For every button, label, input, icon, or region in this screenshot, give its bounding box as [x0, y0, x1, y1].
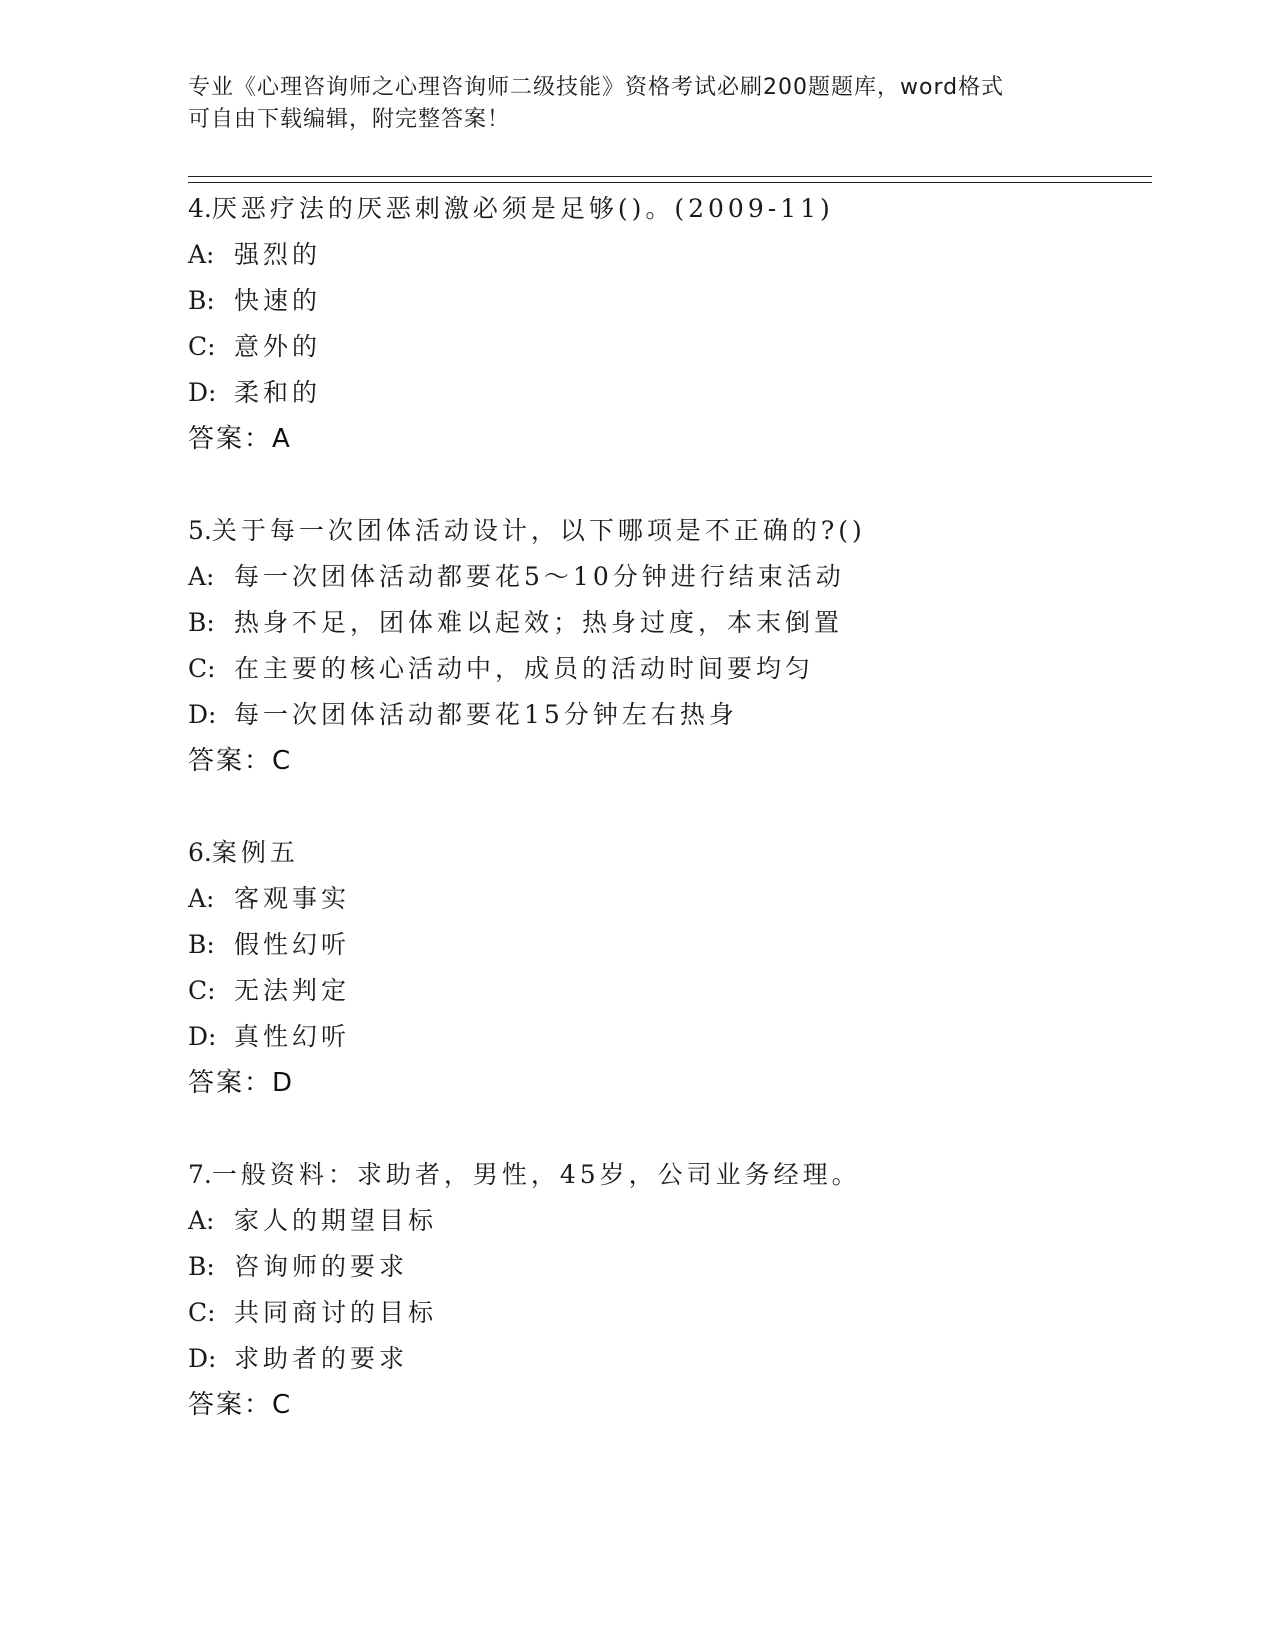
question-number: 5.: [188, 516, 212, 545]
option-b: [188, 600, 1152, 646]
question-text: 关于每一次团体活动设计，以下哪项是不正确的?(): [211, 516, 866, 545]
option-d: [188, 1336, 1152, 1382]
option-letter: B:: [188, 1252, 215, 1281]
option-c: [188, 1290, 1152, 1336]
option-letter: A:: [188, 1206, 215, 1235]
question-stem: [188, 508, 1152, 554]
question-4: [188, 186, 1152, 462]
answer-line: 答案：C: [188, 1390, 293, 1420]
option-letter: A:: [188, 240, 215, 269]
option-letter: C:: [188, 654, 216, 683]
option-letter: D:: [188, 1344, 217, 1373]
option-text: 柔和的: [234, 378, 322, 407]
option-text: 假性幻听: [234, 930, 351, 959]
option-a: [188, 876, 1152, 922]
option-b: [188, 278, 1152, 324]
option-letter: D:: [188, 700, 217, 729]
question-number: 4.: [188, 194, 212, 223]
option-c: [188, 324, 1152, 370]
option-text: 在主要的核心活动中，成员的活动时间要均匀: [234, 654, 815, 683]
option-letter: B:: [188, 930, 215, 959]
question-7: [188, 1152, 1152, 1428]
answer-line: 答案：C: [188, 746, 293, 776]
option-letter: A:: [188, 562, 215, 591]
option-text: 家人的期望目标: [234, 1206, 438, 1235]
option-letter: C:: [188, 1298, 216, 1327]
document-header: [188, 72, 1088, 136]
option-d: [188, 1014, 1152, 1060]
option-a: [188, 1198, 1152, 1244]
option-c: [188, 646, 1152, 692]
option-letter: A:: [188, 884, 215, 913]
option-b: [188, 922, 1152, 968]
header-line-1: 专业《心理咨询师之心理咨询师二级技能》资格考试必刷200题题库，word格式: [188, 75, 1005, 100]
option-letter: C:: [188, 976, 216, 1005]
option-text: 每一次团体活动都要花5～10分钟进行结束活动: [234, 562, 845, 591]
question-5: [188, 508, 1152, 784]
answer-line: 答案：D: [188, 1068, 295, 1098]
header-line-2: 可自由下载编辑，附完整答案！: [188, 107, 511, 132]
question-text: 一般资料：求助者，男性，45岁，公司业务经理。: [211, 1160, 861, 1189]
option-text: 共同商讨的目标: [234, 1298, 438, 1327]
question-text: 厌恶疗法的厌恶刺激必须是足够()。(2009-11): [211, 194, 834, 223]
option-a: [188, 232, 1152, 278]
question-stem: [188, 186, 1152, 232]
question-list: [188, 186, 1152, 1474]
question-number: 6.: [188, 838, 212, 867]
question-stem: [188, 830, 1152, 876]
option-d: [188, 370, 1152, 416]
question-stem: [188, 1152, 1152, 1198]
option-text: 咨询师的要求: [234, 1252, 409, 1281]
header-divider-top: [188, 176, 1152, 177]
question-number: 7.: [188, 1160, 212, 1189]
option-a: [188, 554, 1152, 600]
option-letter: B:: [188, 286, 215, 315]
option-text: 强烈的: [234, 240, 322, 269]
option-letter: D:: [188, 378, 217, 407]
option-letter: B:: [188, 608, 215, 637]
question-text: 案例五: [211, 838, 299, 867]
option-text: 每一次团体活动都要花15分钟左右热身: [234, 700, 738, 729]
option-b: [188, 1244, 1152, 1290]
option-text: 求助者的要求: [234, 1344, 409, 1373]
header-divider-bottom: [188, 182, 1152, 183]
option-letter: C:: [188, 332, 216, 361]
answer-line: 答案：A: [188, 424, 292, 454]
option-text: 热身不足，团体难以起效；热身过度，本末倒置: [234, 608, 844, 637]
option-d: [188, 692, 1152, 738]
option-text: 快速的: [234, 286, 322, 315]
question-6: [188, 830, 1152, 1106]
option-text: 意外的: [234, 332, 322, 361]
option-c: [188, 968, 1152, 1014]
option-text: 客观事实: [234, 884, 351, 913]
option-letter: D:: [188, 1022, 217, 1051]
option-text: 无法判定: [234, 976, 351, 1005]
option-text: 真性幻听: [234, 1022, 351, 1051]
